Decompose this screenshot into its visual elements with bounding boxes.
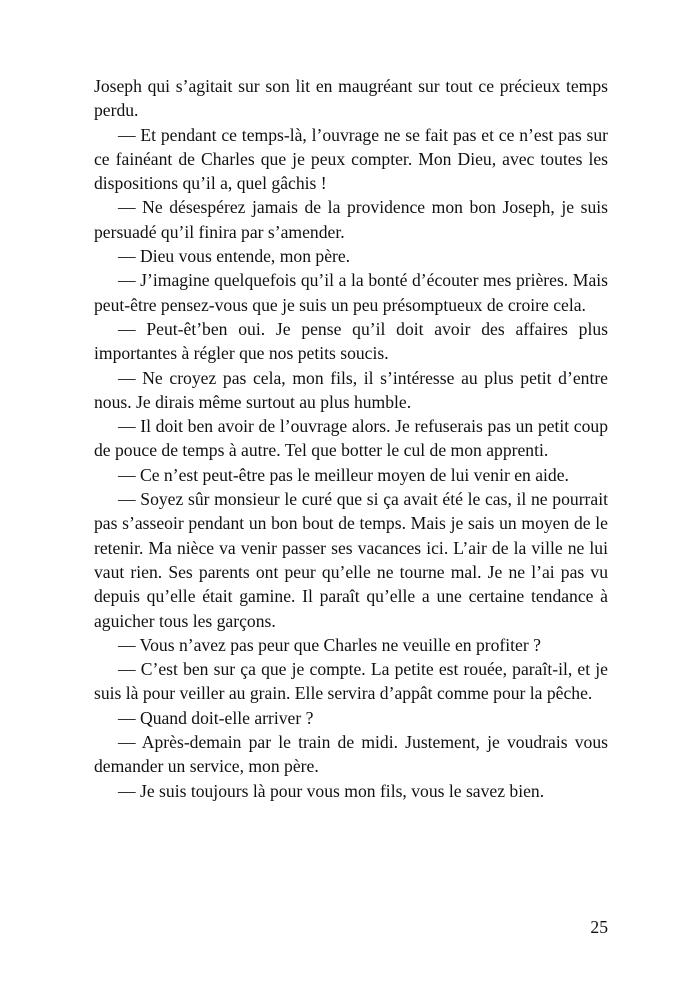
paragraph: Joseph qui s’agitait sur son lit en maugréant sur tout ce précieux temps perdu.	[94, 76, 608, 121]
paragraph: — Vous n’avez pas peur que Charles ne veuille en profiter ?	[118, 634, 541, 655]
paragraph: — Ne désespérez jamais de la providence mon bon Joseph, je suis persuadé qu’il finira par s’amender.	[94, 197, 608, 242]
page-number: 25	[590, 917, 608, 937]
paragraph: — J’imagine quelquefois qu’il a la bonté d’écouter mes prières. Mais peut-être pensez-vous que je suis un peu présomptueux de croire cela.	[94, 270, 608, 315]
paragraph: — Après-demain par le train de midi. Justement, je voudrais vous demander un service, mon père.	[94, 732, 608, 777]
paragraph: — Il doit ben avoir de l’ouvrage alors. Je refuserais pas un petit coup de pouce de temps à autre. Tel que botter le cul de mon apprenti.	[94, 416, 608, 461]
body-text	[94, 74, 608, 803]
paragraph: — Ce n’est peut-être pas le meilleur moyen de lui venir en aide.	[118, 464, 569, 485]
paragraph: — Dieu vous entende, mon père.	[118, 246, 351, 267]
paragraph: — Soyez sûr monsieur le curé que si ça avait été le cas, il ne pourrait pas s’asseoir pendant un bon bout de temps. Mais je sais un moyen de le retenir. Ma nièce va venir passer ses vacances ici. L’air de la ville ne lui vaut rien. Ses parents ont peur qu’elle ne tourne mal. Je ne l’ai pas vu depuis qu’elle était gamine. Il paraît qu’elle a une certaine tendance à aguicher tous les garçons.	[94, 489, 608, 631]
paragraph: — Je suis toujours là pour vous mon fils, vous le savez bien.	[118, 780, 545, 801]
paragraph: — Et pendant ce temps-là, l’ouvrage ne se fait pas et ce n’est pas sur ce fainéant de Charles que je peux compter. Mon Dieu, avec toutes les dispositions qu’il a, quel gâchis !	[94, 124, 608, 194]
paragraph: — Peut-êt’ben oui. Je pense qu’il doit avoir des affaires plus importantes à régler que nos petits soucis.	[94, 318, 608, 364]
paragraph: — Quand doit-elle arriver ?	[118, 707, 314, 728]
paragraph: — C’est ben sur ça que je compte. La petite est rouée, paraît-il, et je suis là pour veiller au grain. Elle servira d’appât comme pour la pêche.	[94, 659, 608, 704]
paragraph: — Ne croyez pas cela, mon fils, il s’intéresse au plus petit d’entre nous. Je dirais même surtout au plus humble.	[94, 367, 608, 412]
